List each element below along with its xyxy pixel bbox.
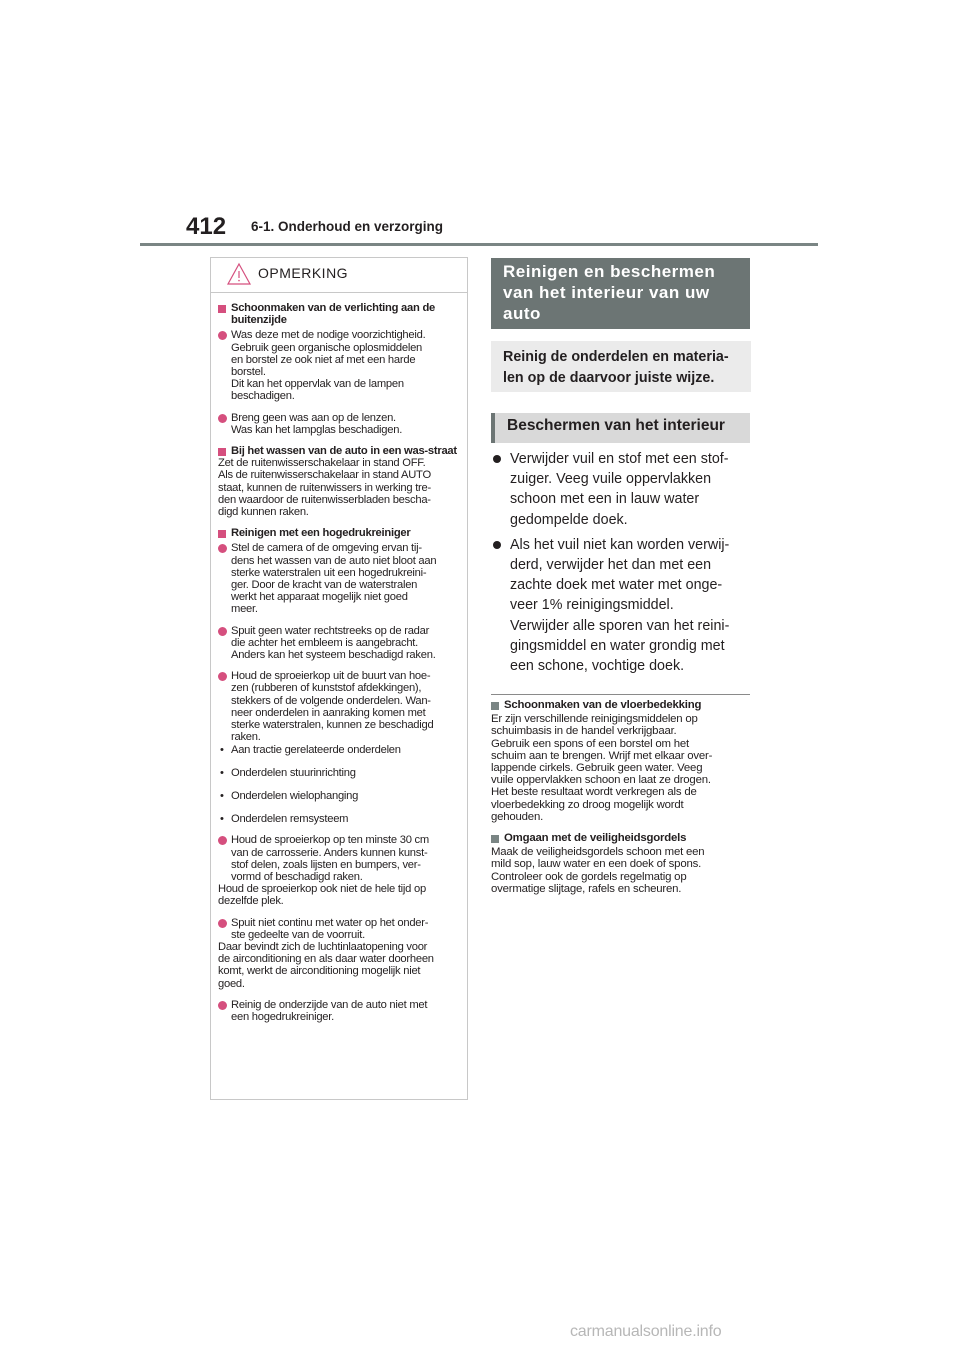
main-bullet: Als het vuil niet kan worden verwij- derd, verwijder het dan met een zachte doek met water met onge- veer 1% reinigingsmiddel. Verwijder alle sporen van het reini- gingsmiddel en water grondig met een schone, vochtige doek.: [492, 535, 750, 676]
warning-triangle-icon: [226, 262, 252, 286]
caution-heading: Bij het wassen van de auto in een was-straat: [218, 445, 459, 457]
main-bullet: Verwijder vuil en stof met een stof- zuiger. Veeg vuile oppervlakken schoon met een in lauw water gedompelde doek.: [492, 449, 750, 530]
caution-body: [211, 302, 467, 1023]
caution-text: Zet de ruitenwisserschakelaar in stand OFF. Als de ruitenwisserschakelaar in stand AUTO staat, kunnen de ruitenwissers in werking tre- den waardoor de ruitenwisserbladen bescha- digd kunnen raken.: [218, 457, 431, 519]
caution-subitem: • Aan tractie gerelateerde onderdelen: [218, 744, 459, 756]
caution-subitem: • Onderdelen stuurinrichting: [218, 767, 459, 779]
note-text: Er zijn verschillende reinigingsmiddelen op schuimbasis in de handel verkrijgbaar. Gebruik een spons of een borstel om het schuim aan te brengen. Wrijf met elkaar over- lappende cirkels. Gebruik geen water. Veeg vuile oppervlakken schoon en laat ze drogen. Het beste resultaat wordt verkregen als de vloerbedekking zo droog mogelijk wordt gehouden.: [491, 713, 713, 823]
caution-bullet: Stel de camera of de omgeving ervan tij- dens het wassen van de auto niet bloot aan sterke waterstralen uit een hogedrukreini- ger. Door de kracht van de waterstralen werkt het apparaat mogelijk niet goed meer.: [218, 542, 459, 615]
caution-text: Daar bevindt zich de luchtinlaatopening voor de airconditioning en als daar water doorheen komt, werkt de airconditioning mogelijk niet goed.: [218, 940, 434, 990]
caution-bullet: Breng geen was aan op de lenzen. Was kan het lampglas beschadigen.: [218, 412, 459, 436]
main-subtitle: Beschermen van het interieur: [491, 413, 750, 443]
note-heading: Schoonmaken van de vloerbedekking: [491, 699, 751, 711]
main-title: Reinigen en beschermen van het interieur van uw auto: [491, 258, 750, 329]
caution-bullet: Reinig de onderzijde van de auto niet met een hogedrukreiniger.: [218, 999, 459, 1023]
notes: [491, 699, 751, 895]
caution-bullet: Spuit niet continu met water op het onder- ste gedeelte van de voorruit.: [218, 917, 459, 941]
page-number: 412: [186, 213, 227, 240]
note-text: Maak de veiligheidsgordels schoon met een mild sop, lauw water en een doek of spons. Controleer ook de gordels regelmatig op overmatige slijtage, rafels en scheuren.: [491, 846, 705, 895]
caution-heading: Reinigen met een hogedrukreiniger: [218, 527, 459, 539]
note-heading: Omgaan met de veiligheidsgordels: [491, 832, 751, 844]
caution-bullet: Houd de sproeierkop op ten minste 30 cm van de carrosserie. Anders kunnen kunst- stof delen, zoals lijsten en bumpers, ver- vormd of beschadigd raken.: [218, 834, 459, 883]
caution-box: [210, 257, 468, 1100]
caution-text: Houd de sproeierkop ook niet de hele tijd op dezelfde plek.: [218, 883, 426, 908]
caution-subitem: • Onderdelen remsysteem: [218, 813, 459, 825]
caution-subitem: • Onderdelen wielophanging: [218, 790, 459, 802]
header-divider: [140, 243, 818, 246]
caution-bullet: Spuit geen water rechtstreeks op de radar die achter het embleem is aangebracht. Anders kan het systeem beschadigd raken.: [218, 625, 459, 662]
caution-bullet: Was deze met de nodige voorzichtigheid. Gebruik geen organische oplosmiddelen en borstel ze ook niet af met een harde borstel. Dit kan het oppervlak van de lampen beschadigen.: [218, 329, 459, 402]
caution-heading: Schoonmaken van de verlichting aan de buitenzijde: [218, 302, 459, 326]
caution-bullet: Houd de sproeierkop uit de buurt van hoe- zen (rubberen of kunststof afdekkingen), stekkers of de volgende onderdelen. Wan- neer onderdelen in aanraking komen met sterke waterstralen, kunnen ze beschadigd raken.: [218, 670, 459, 743]
notes-divider: [491, 694, 750, 695]
caution-header: [211, 258, 467, 293]
watermark: carmanualsonline.info: [570, 1323, 722, 1340]
main-bullet-list: [492, 449, 750, 681]
main-intro: Reinig de onderdelen en materia- len op de daarvoor juiste wijze.: [491, 341, 751, 392]
section-title: 6-1. Onderhoud en verzorging: [251, 219, 444, 234]
caution-title: OPMERKING: [258, 265, 349, 281]
